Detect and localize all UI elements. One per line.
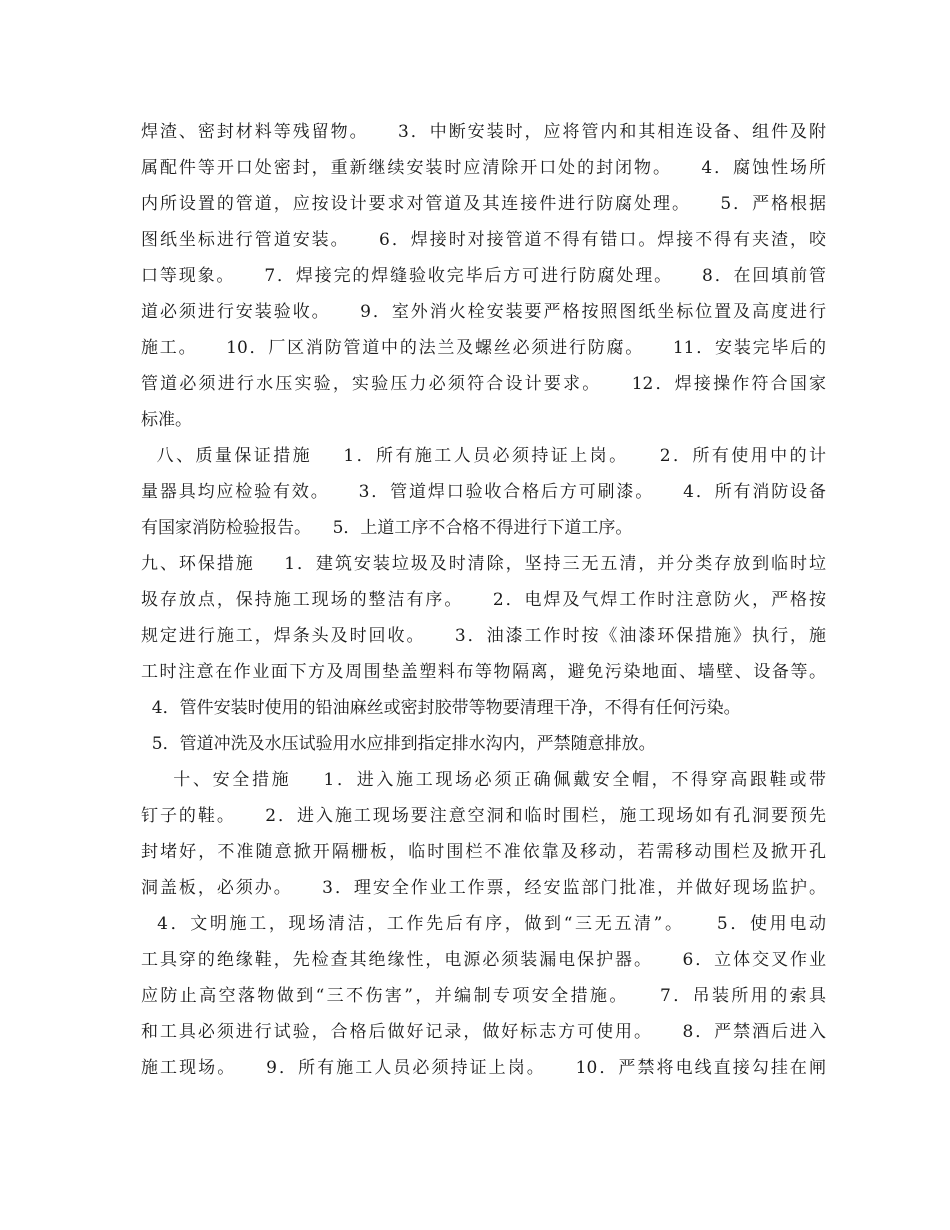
body-text <box>141 114 826 1086</box>
text-line: 口等现象。 7．焊接完的焊缝验收完毕后方可进行防腐处理。 8．在回填前管 <box>141 266 826 286</box>
text-line: 八、质量保证措施 1．所有施工人员必须持证上岗。 2．所有使用中的计 <box>141 446 826 466</box>
text-line: 4．管件安装时使用的铅油麻丝或密封胶带等物要清理干净，不得有任何污染。 <box>141 698 741 718</box>
text-line: 规定进行施工，焊条头及时回收。 3．油漆工作时按《油漆环保措施》执行，施 <box>141 626 826 646</box>
text-line: 标准。 <box>141 410 192 430</box>
text-line: 有国家消防检验报告。 5．上道工序不合格不得进行下道工序。 <box>141 518 633 538</box>
text-line: 量器具均应检验有效。 3．管道焊口验收合格后方可刷漆。 4．所有消防设备 <box>141 482 826 502</box>
text-line: 和工具必须进行试验，合格后做好记录，做好标志方可使用。 8．严禁酒后进入 <box>141 1022 826 1042</box>
text-line: 内所设置的管道，应按设计要求对管道及其连接件进行防腐处理。 5．严格根据 <box>141 194 826 214</box>
text-line: 焊渣、密封材料等残留物。 3．中断安装时，应将管内和其相连设备、组件及附 <box>141 122 826 142</box>
text-line: 4．文明施工，现场清洁，工作先后有序，做到“三无五清”。 5．使用电动 <box>141 914 826 934</box>
text-line: 钉子的鞋。 2．进入施工现场要注意空洞和临时围栏，施工现场如有孔洞要预先 <box>141 806 826 826</box>
text-line: 工时注意在作业面下方及周围垫盖塑料布等物隔离，避免污染地面、墙壁、设备等。 <box>141 662 826 682</box>
text-line: 圾存放点，保持施工现场的整洁有序。 2．电焊及气焊工作时注意防火，严格按 <box>141 590 826 610</box>
text-line: 工具穿的绝缘鞋，先检查其绝缘性，电源必须装漏电保护器。 6．立体交叉作业 <box>141 950 826 970</box>
text-line: 应防止高空落物做到“三不伤害”，并编制专项安全措施。 7．吊装所用的索具 <box>141 986 826 1006</box>
text-line: 管道必须进行水压实验，实验压力必须符合设计要求。 12．焊接操作符合国家 <box>141 374 826 394</box>
text-line: 道必须进行安装验收。 9．室外消火栓安装要严格按照图纸坐标位置及高度进行 <box>141 302 826 322</box>
text-line: 九、环保措施 1．建筑安装垃圾及时清除，坚持三无五清，并分类存放到临时垃 <box>141 554 826 574</box>
text-line: 5．管道冲洗及水压试验用水应排到指定排水沟内，严禁随意排放。 <box>141 734 656 754</box>
text-line: 属配件等开口处密封，重新继续安装时应清除开口处的封闭物。 4．腐蚀性场所 <box>141 158 826 178</box>
text-line: 图纸坐标进行管道安装。 6．焊接时对接管道不得有错口。焊接不得有夹渣，咬 <box>141 230 826 250</box>
text-line: 十、安全措施 1．进入施工现场必须正确佩戴安全帽，不得穿高跟鞋或带 <box>141 770 826 790</box>
text-line: 施工。 10．厂区消防管道中的法兰及螺丝必须进行防腐。 11．安装完毕后的 <box>141 338 826 358</box>
text-line: 洞盖板，必须办。 3．理安全作业工作票，经安监部门批准，并做好现场监护。 <box>141 878 826 898</box>
text-line: 封堵好，不准随意掀开隔栅板，临时围栏不准依靠及移动，若需移动围栏及掀开孔 <box>141 842 826 862</box>
text-line: 施工现场。 9．所有施工人员必须持证上岗。 10．严禁将电线直接勾挂在闸 <box>141 1058 826 1078</box>
